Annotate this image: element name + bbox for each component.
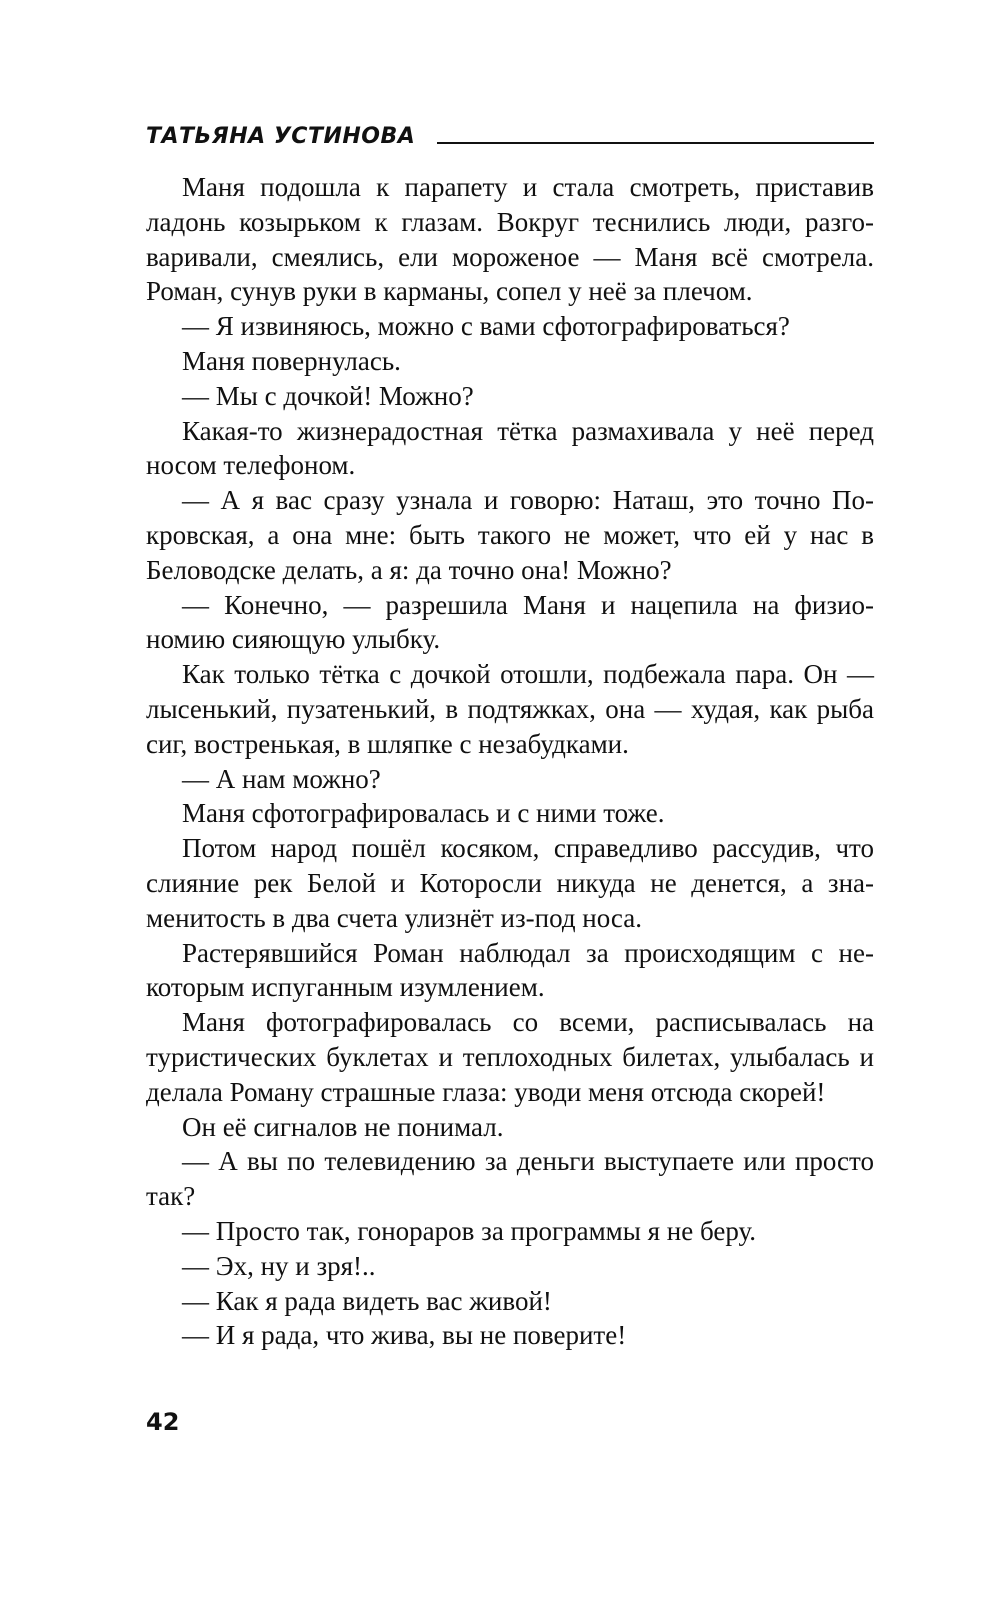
paragraph: Маня повернулась. bbox=[182, 345, 401, 376]
paragraph: — Я извиняюсь, можно с вами сфотографироваться? bbox=[182, 311, 790, 342]
paragraph: — Эх, ну и зря!.. bbox=[182, 1250, 376, 1281]
paragraph: Маня сфотографировалась и с ними тоже. bbox=[182, 798, 665, 829]
header-rule bbox=[437, 142, 874, 144]
paragraph: — И я рада, что жива, вы не поверите! bbox=[182, 1320, 627, 1351]
paragraph: Маня подошла к парапету и стала смотреть, приставив ладонь козырьком к глазам. Вокруг теснились люди, разговаривали, смеялись, ели мороженое — Маня всё смотрела. Роман, сунув руки в карманы, сопел у неё за плечом. bbox=[146, 172, 874, 307]
page-number: 42 bbox=[146, 1408, 180, 1436]
paragraph: — Мы с дочкой! Можно? bbox=[182, 380, 474, 411]
paragraph: Как только тётка с дочкой отошли, подбежала пара. Он — лысенький, пузатенький, в подтяжках, она — худая, как рыба сиг, востренькая, в шляпке с незабудками. bbox=[146, 659, 874, 759]
paragraph: — А я вас сразу узнала и говорю: Наташ, это точно Покровская, а она мне: быть такого не может, что ей у нас в Беловодске делать, а я: да точно она! Можно? bbox=[146, 485, 874, 585]
paragraph: Растерявшийся Роман наблюдал за происходящим с некоторым испуганным изумлением. bbox=[146, 937, 874, 1003]
paragraph: Он её сигналов не понимал. bbox=[182, 1111, 504, 1142]
running-header bbox=[146, 116, 874, 156]
body-text bbox=[146, 170, 874, 1353]
paragraph: — А вы по телевидению за деньги выступаете или просто так? bbox=[146, 1146, 874, 1212]
paragraph: — Конечно, — разрешила Маня и нацепила на физиономию сияющую улыбку. bbox=[146, 589, 874, 655]
paragraph: — А нам можно? bbox=[182, 763, 381, 794]
paragraph: Маня фотографировалась со всеми, расписывалась на туристических буклетах и теплоходных билетах, улыбалась и делала Роману страшные глаза: уводи меня отсюда скорей! bbox=[146, 1007, 874, 1107]
paragraph: — Как я рада видеть вас живой! bbox=[182, 1285, 552, 1316]
paragraph: — Просто так, гонораров за программы я не беру. bbox=[182, 1215, 757, 1246]
paragraph: Какая-то жизнерадостная тётка размахивала у неё перед носом телефоном. bbox=[146, 415, 874, 481]
author-name: ТАТЬЯНА УСТИНОВА bbox=[146, 123, 416, 149]
paragraph: Потом народ пошёл косяком, справедливо рассудив, что слияние рек Белой и Которосли никуда не денется, а знаменитость в два счета улизнёт из-под носа. bbox=[146, 833, 874, 933]
